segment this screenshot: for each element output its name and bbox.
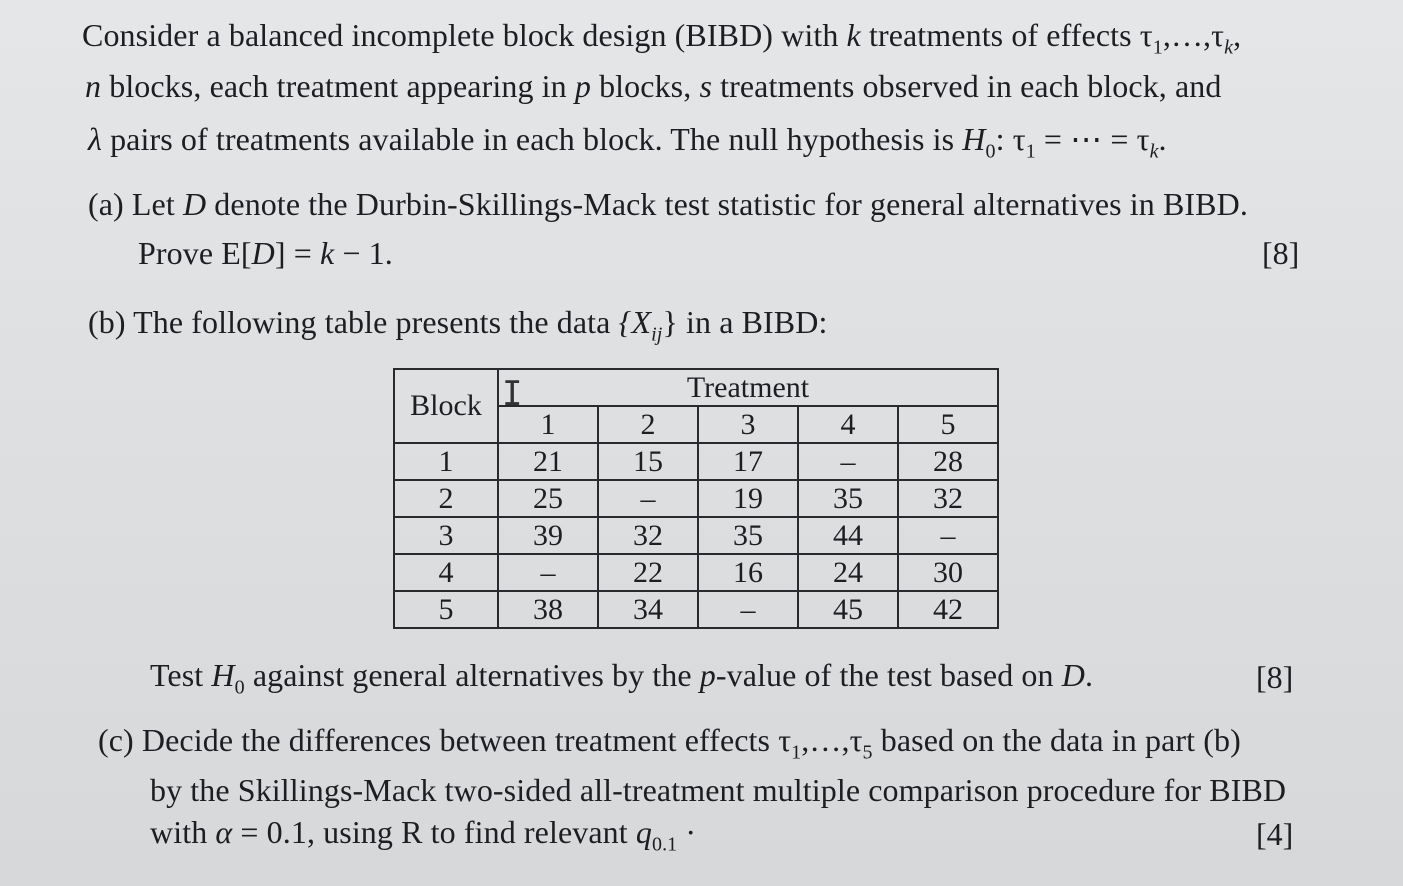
treatment-col-header: 5 [898,406,998,443]
treatment-header: Treatment [498,369,998,406]
table-cell: 42 [898,591,998,628]
table-cell: – [698,591,798,628]
table-cell: 19 [698,480,798,517]
table-cell: 21 [498,443,598,480]
block-number: 5 [394,591,498,628]
table-row [394,443,998,480]
part-a-line-2: Prove E[D] = k − 1. [138,235,393,271]
table-cell: 44 [798,517,898,554]
part-b-test-line: Test $H_0$ against general alternatives by the p-value of the test based on D. [150,657,1094,699]
table-cell: 32 [598,517,698,554]
part-a-marks: [8] [1262,235,1300,271]
intro-line-3: λ pairs of treatments available in each block. The null hypothesis is $H_0$: $\tau_1$ = ⋯ = $\tau_k$. [88,121,1167,163]
table-cell: – [498,554,598,591]
table-cell: 38 [498,591,598,628]
treatment-col-header: 1 [498,406,598,443]
part-c-line-1: (c) Decide the differences between treatment effects $\tau_1,\dots,\tau_5$ based on the data in part (b) [98,722,1241,764]
table-cell: 28 [898,443,998,480]
table-cell: 34 [598,591,698,628]
table-cell: 17 [698,443,798,480]
table-cell: – [598,480,698,517]
table-cell: 35 [698,517,798,554]
table-cell: 22 [598,554,698,591]
part-c-marks: [4] [1256,816,1294,852]
block-number: 1 [394,443,498,480]
block-header: Block [394,369,498,443]
block-number: 2 [394,480,498,517]
table-cell: – [798,443,898,480]
table-cell: 45 [798,591,898,628]
table-cell: 16 [698,554,798,591]
table-cell: 39 [498,517,598,554]
table-cell: 32 [898,480,998,517]
text-cursor-icon: I [502,374,523,414]
table-row [394,480,998,517]
part-c-line-3: with α = 0.1, using R to find relevant $q_{0.1}$ · [150,814,697,856]
intro-line-2: n blocks, each treatment appearing in p blocks, s treatments observed in each block, and [85,68,1222,104]
table-cell: 24 [798,554,898,591]
part-b-intro: (b) The following table presents the data $\{X_{ij}\}$ in a BIBD: [88,304,828,346]
table-cell: – [898,517,998,554]
block-number: 3 [394,517,498,554]
treatment-col-header: 2 [598,406,698,443]
bibd-data-table [393,368,999,629]
treatment-col-header: 4 [798,406,898,443]
part-b-marks: [8] [1256,659,1294,695]
table-cell: 35 [798,480,898,517]
table-cell: 15 [598,443,698,480]
intro-line-1: Consider a balanced incomplete block design (BIBD) with k treatments of effects $\tau_1,\dots,\tau_k$, [82,17,1242,59]
table-cell: 30 [898,554,998,591]
table-row [394,517,998,554]
treatment-col-header: 3 [698,406,798,443]
table-row [394,591,998,628]
part-a-line-1: (a) Let D denote the Durbin-Skillings-Mack test statistic for general alternatives in BIBD. [88,186,1248,222]
block-number: 4 [394,554,498,591]
table-cell: 25 [498,480,598,517]
part-c-line-2: by the Skillings-Mack two-sided all-treatment multiple comparison procedure for BIBD [150,772,1287,808]
table-row [394,554,998,591]
